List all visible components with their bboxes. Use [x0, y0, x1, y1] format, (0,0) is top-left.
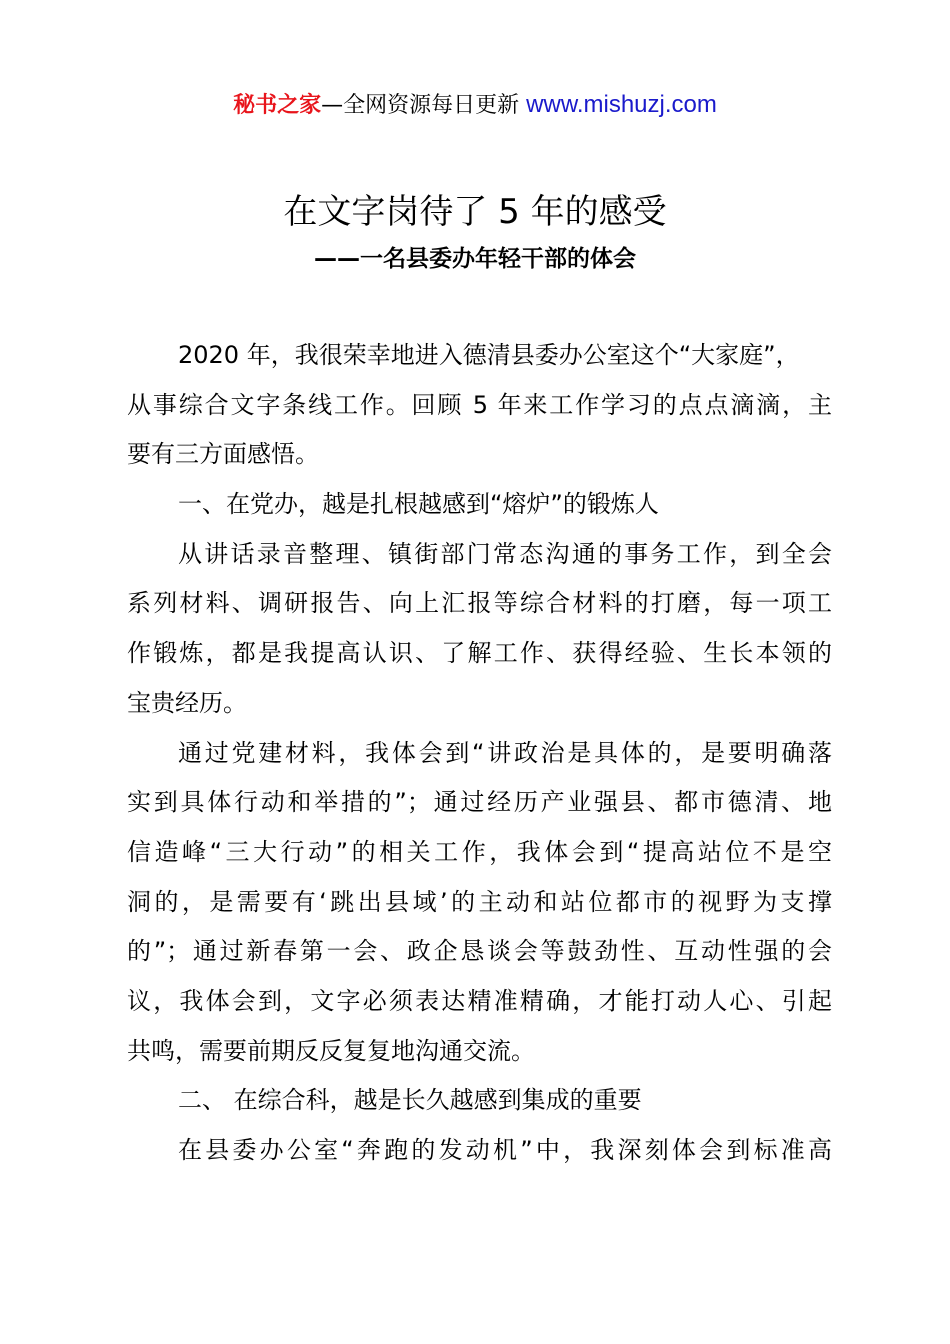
text-line: 议，我体会到，文字必须表达精准精确，才能打动人心、引起	[127, 986, 832, 1015]
text-line: 实到具体行动和举措的”；通过经历产业强县、都市德清、地	[127, 788, 832, 817]
text-line: 通过党建材料，我体会到“讲政治是具体的，是要明确落	[178, 738, 832, 767]
document-title: 在文字岗待了 5 年的感受	[283, 192, 667, 232]
site-banner	[0, 88, 950, 119]
document-body	[127, 337, 832, 1182]
text-line: 作锻炼，都是我提高认识、了解工作、获得经验、生长本领的	[127, 639, 832, 668]
brand-name: 秘书之家	[233, 93, 322, 118]
banner-tagline: —全网资源每日更新	[321, 93, 527, 118]
text-line: 系列材料、调研报告、向上汇报等综合材料的打磨，每一项工	[127, 589, 832, 618]
document-subtitle: ——一名县委办年轻干部的体会	[314, 246, 636, 272]
text-line: 共鸣，需要前期反反复复地沟通交流。	[127, 1036, 535, 1065]
text-line: 2020 年，我很荣幸地进入德清县委办公室这个“大家庭”，	[178, 341, 800, 369]
text-line: 要有三方面感悟。	[127, 440, 319, 469]
text-line: 的”；通过新春第一会、政企恳谈会等鼓劲性、互动性强的会	[127, 937, 832, 966]
section-heading: 二、 在综合科，越是长久越感到集成的重要	[178, 1086, 642, 1115]
section-heading: 一、在党办，越是扎根越感到“熔炉”的锻炼人	[178, 490, 659, 519]
site-url-link[interactable]: www.mishuzj.com	[526, 91, 717, 118]
text-line: 在县委办公室“奔跑的发动机”中，我深刻体会到标准高	[178, 1136, 832, 1164]
text-line: 从事综合文字条线工作。回顾 5 年来工作学习的点点滴滴，主	[127, 390, 832, 419]
text-line: 洞的，是需要有‘跳出县域’的主动和站位都市的视野为支撑	[127, 887, 832, 916]
text-line: 从讲话录音整理、镇街部门常态沟通的事务工作，到全会	[178, 539, 832, 568]
text-line: 宝贵经历。	[127, 688, 247, 717]
text-line: 信造峰“三大行动”的相关工作，我体会到“提高站位不是空	[127, 837, 832, 866]
